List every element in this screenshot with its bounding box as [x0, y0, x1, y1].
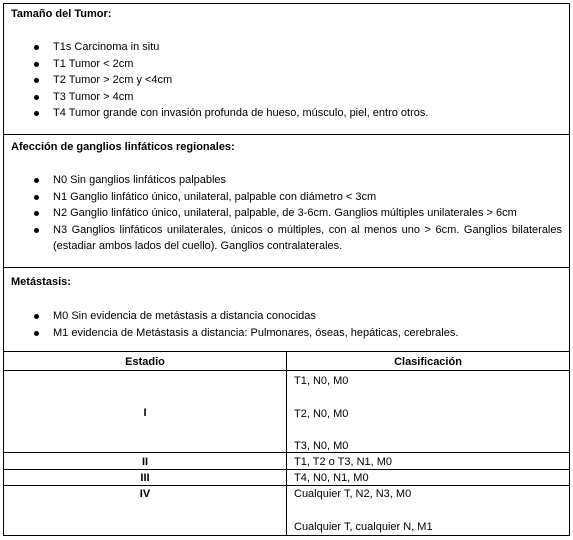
lymph-nodes-section — [4, 135, 569, 268]
classification-value: T3, N0, M0 — [294, 440, 349, 452]
row-divider — [4, 469, 569, 470]
classification-value: T4, N0, N1, M0 — [294, 472, 369, 484]
lymph-nodes-title: Afección de ganglios linfáticos regionales: — [11, 141, 235, 153]
metastasis-title: Metástasis: — [11, 276, 71, 288]
column-divider — [286, 352, 287, 536]
tumor-size-title: Tamaño del Tumor: — [11, 8, 112, 20]
metastasis-list — [4, 308, 569, 341]
staging-table — [4, 352, 569, 536]
list-item: N2 Ganglio linfático único, unilateral, palpable, de 3-6cm. Ganglios múltiples unilaterales > 6cm — [4, 205, 569, 222]
list-item: T1s Carcinoma in situ — [4, 39, 569, 56]
classification-value: T2, N0, M0 — [294, 408, 349, 420]
list-item: T1 Tumor < 2cm — [4, 56, 569, 73]
list-item: N1 Ganglio linfático único, unilateral, palpable con diámetro < 3cm — [4, 189, 569, 206]
list-item: T4 Tumor grande con invasión profunda de hueso, músculo, piel, entro otros. — [4, 105, 569, 122]
row-divider — [4, 485, 569, 486]
metastasis-section — [4, 268, 569, 352]
list-item: T3 Tumor > 4cm — [4, 89, 569, 106]
stage-label: III — [140, 472, 150, 484]
stage-label: I — [143, 407, 147, 419]
list-item: N3 Ganglios linfáticos unilaterales, únicos o múltiples, con al menos uno > 6cm. Ganglios bilaterales (estadiar ambos lados del cuello). Ganglios contralaterales. — [4, 222, 569, 255]
row-divider — [4, 370, 569, 371]
classification-value: T1, N0, M0 — [294, 375, 349, 387]
list-item: M0 Sin evidencia de metástasis a distancia conocidas — [4, 308, 569, 325]
header-classification: Clasificación — [394, 356, 462, 368]
tumor-size-section — [4, 4, 569, 135]
classification-value: T1, T2 o T3, N1, M0 — [294, 456, 393, 468]
tumor-size-list — [4, 39, 569, 122]
classification-value: Cualquier T, N2, N3, M0 — [294, 488, 412, 500]
list-item: M1 evidencia de Metástasis a distancia: Pulmonares, óseas, hepáticas, cerebrales. — [4, 325, 569, 342]
header-stage: Estadio — [125, 356, 165, 368]
lymph-nodes-list — [4, 172, 569, 255]
staging-document — [3, 3, 570, 536]
list-item: T2 Tumor > 2cm y <4cm — [4, 72, 569, 89]
stage-label: IV — [139, 488, 151, 500]
row-divider — [4, 452, 569, 453]
list-item: N0 Sin ganglios linfáticos palpables — [4, 172, 569, 189]
classification-value: Cualquier T, cualquier N, M1 — [294, 521, 433, 533]
stage-label: II — [141, 456, 149, 468]
